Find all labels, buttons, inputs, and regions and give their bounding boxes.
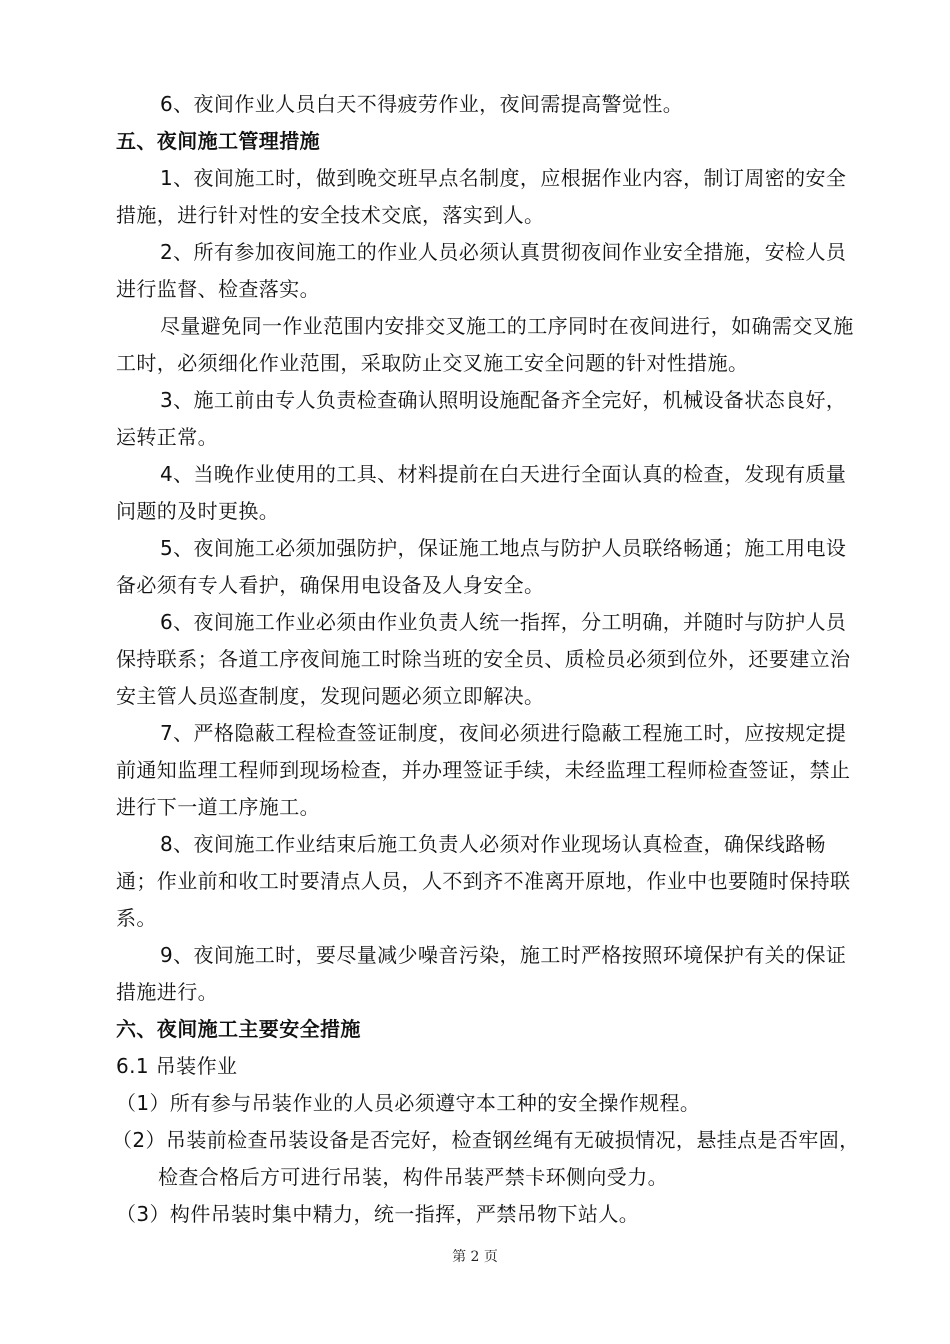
paragraph-item-5: 5、夜间施工必须加强防护，保证施工地点与防护人员联络畅通；施工用电设备必须有专人看护，确保用电设备及人身安全。 — [116, 536, 847, 597]
paragraph-item-6: 6、夜间作业人员白天不得疲劳作业，夜间需提高警觉性。 — [160, 92, 684, 116]
paragraph-item-9: 9、夜间施工时，要尽量减少噪音污染，施工时严格按照环境保护有关的保证措施进行。 — [116, 943, 847, 1004]
section-heading-5: 五、夜间施工管理措施 — [116, 129, 320, 153]
paragraph-item-3: 3、施工前由专人负责检查确认照明设施配备齐全完好，机械设备状态良好，运转正常。 — [116, 388, 847, 449]
paragraph-item-2: 2、所有参加夜间施工的作业人员必须认真贯彻夜间作业安全措施，安检人员进行监督、检查落实。 — [116, 240, 847, 301]
subsection-heading-6-1: 6.1 吊装作业 — [116, 1054, 238, 1078]
section-heading-6: 六、夜间施工主要安全措施 — [116, 1017, 361, 1041]
paragraph-item-6b: 6、夜间施工作业必须由作业负责人统一指挥，分工明确，并随时与防护人员保持联系；各道工序夜间施工时除当班的安全员、质检员必须到位外，还要建立治安主管人员巡查制度，发现问题必须立即解决。 — [116, 610, 851, 708]
list-item-1: （1）所有参与吊装作业的人员必须遵守本工种的安全操作规程。 — [116, 1091, 701, 1115]
page-number: 第 2 页 — [452, 1249, 498, 1265]
paragraph-item-8: 8、夜间施工作业结束后施工负责人必须对作业现场认真检查，确保线路畅通；作业前和收工时要清点人员，人不到齐不准离开原地，作业中也要随时保持联系。 — [116, 832, 851, 930]
paragraph-item-4: 4、当晚作业使用的工具、材料提前在白天进行全面认真的检查，发现有质量问题的及时更换。 — [116, 462, 847, 523]
list-item-3: （3）构件吊装时集中精力，统一指挥，严禁吊物下站人。 — [116, 1202, 640, 1226]
list-item-2: （2）吊装前检查吊装设备是否完好，检查钢丝绳有无破损情况，悬挂点是否牢固，检查合格后方可进行吊装，构件吊装严禁卡环侧向受力。 — [112, 1128, 860, 1189]
page-body — [112, 86, 862, 1233]
paragraph-item-7: 7、严格隐蔽工程检查签证制度，夜间必须进行隐蔽工程施工时，应按规定提前通知监理工程师到现场检查，并办理签证手续，未经监理工程师检查签证，禁止进行下一道工序施工。 — [116, 721, 851, 819]
paragraph-note: 尽量避免同一作业范围内安排交叉施工的工序同时在夜间进行，如确需交叉施工时，必须细化作业范围，采取防止交叉施工安全问题的针对性措施。 — [116, 314, 854, 375]
paragraph-item-1: 1、夜间施工时，做到晚交班早点名制度，应根据作业内容，制订周密的安全措施，进行针对性的安全技术交底，落实到人。 — [116, 166, 847, 227]
